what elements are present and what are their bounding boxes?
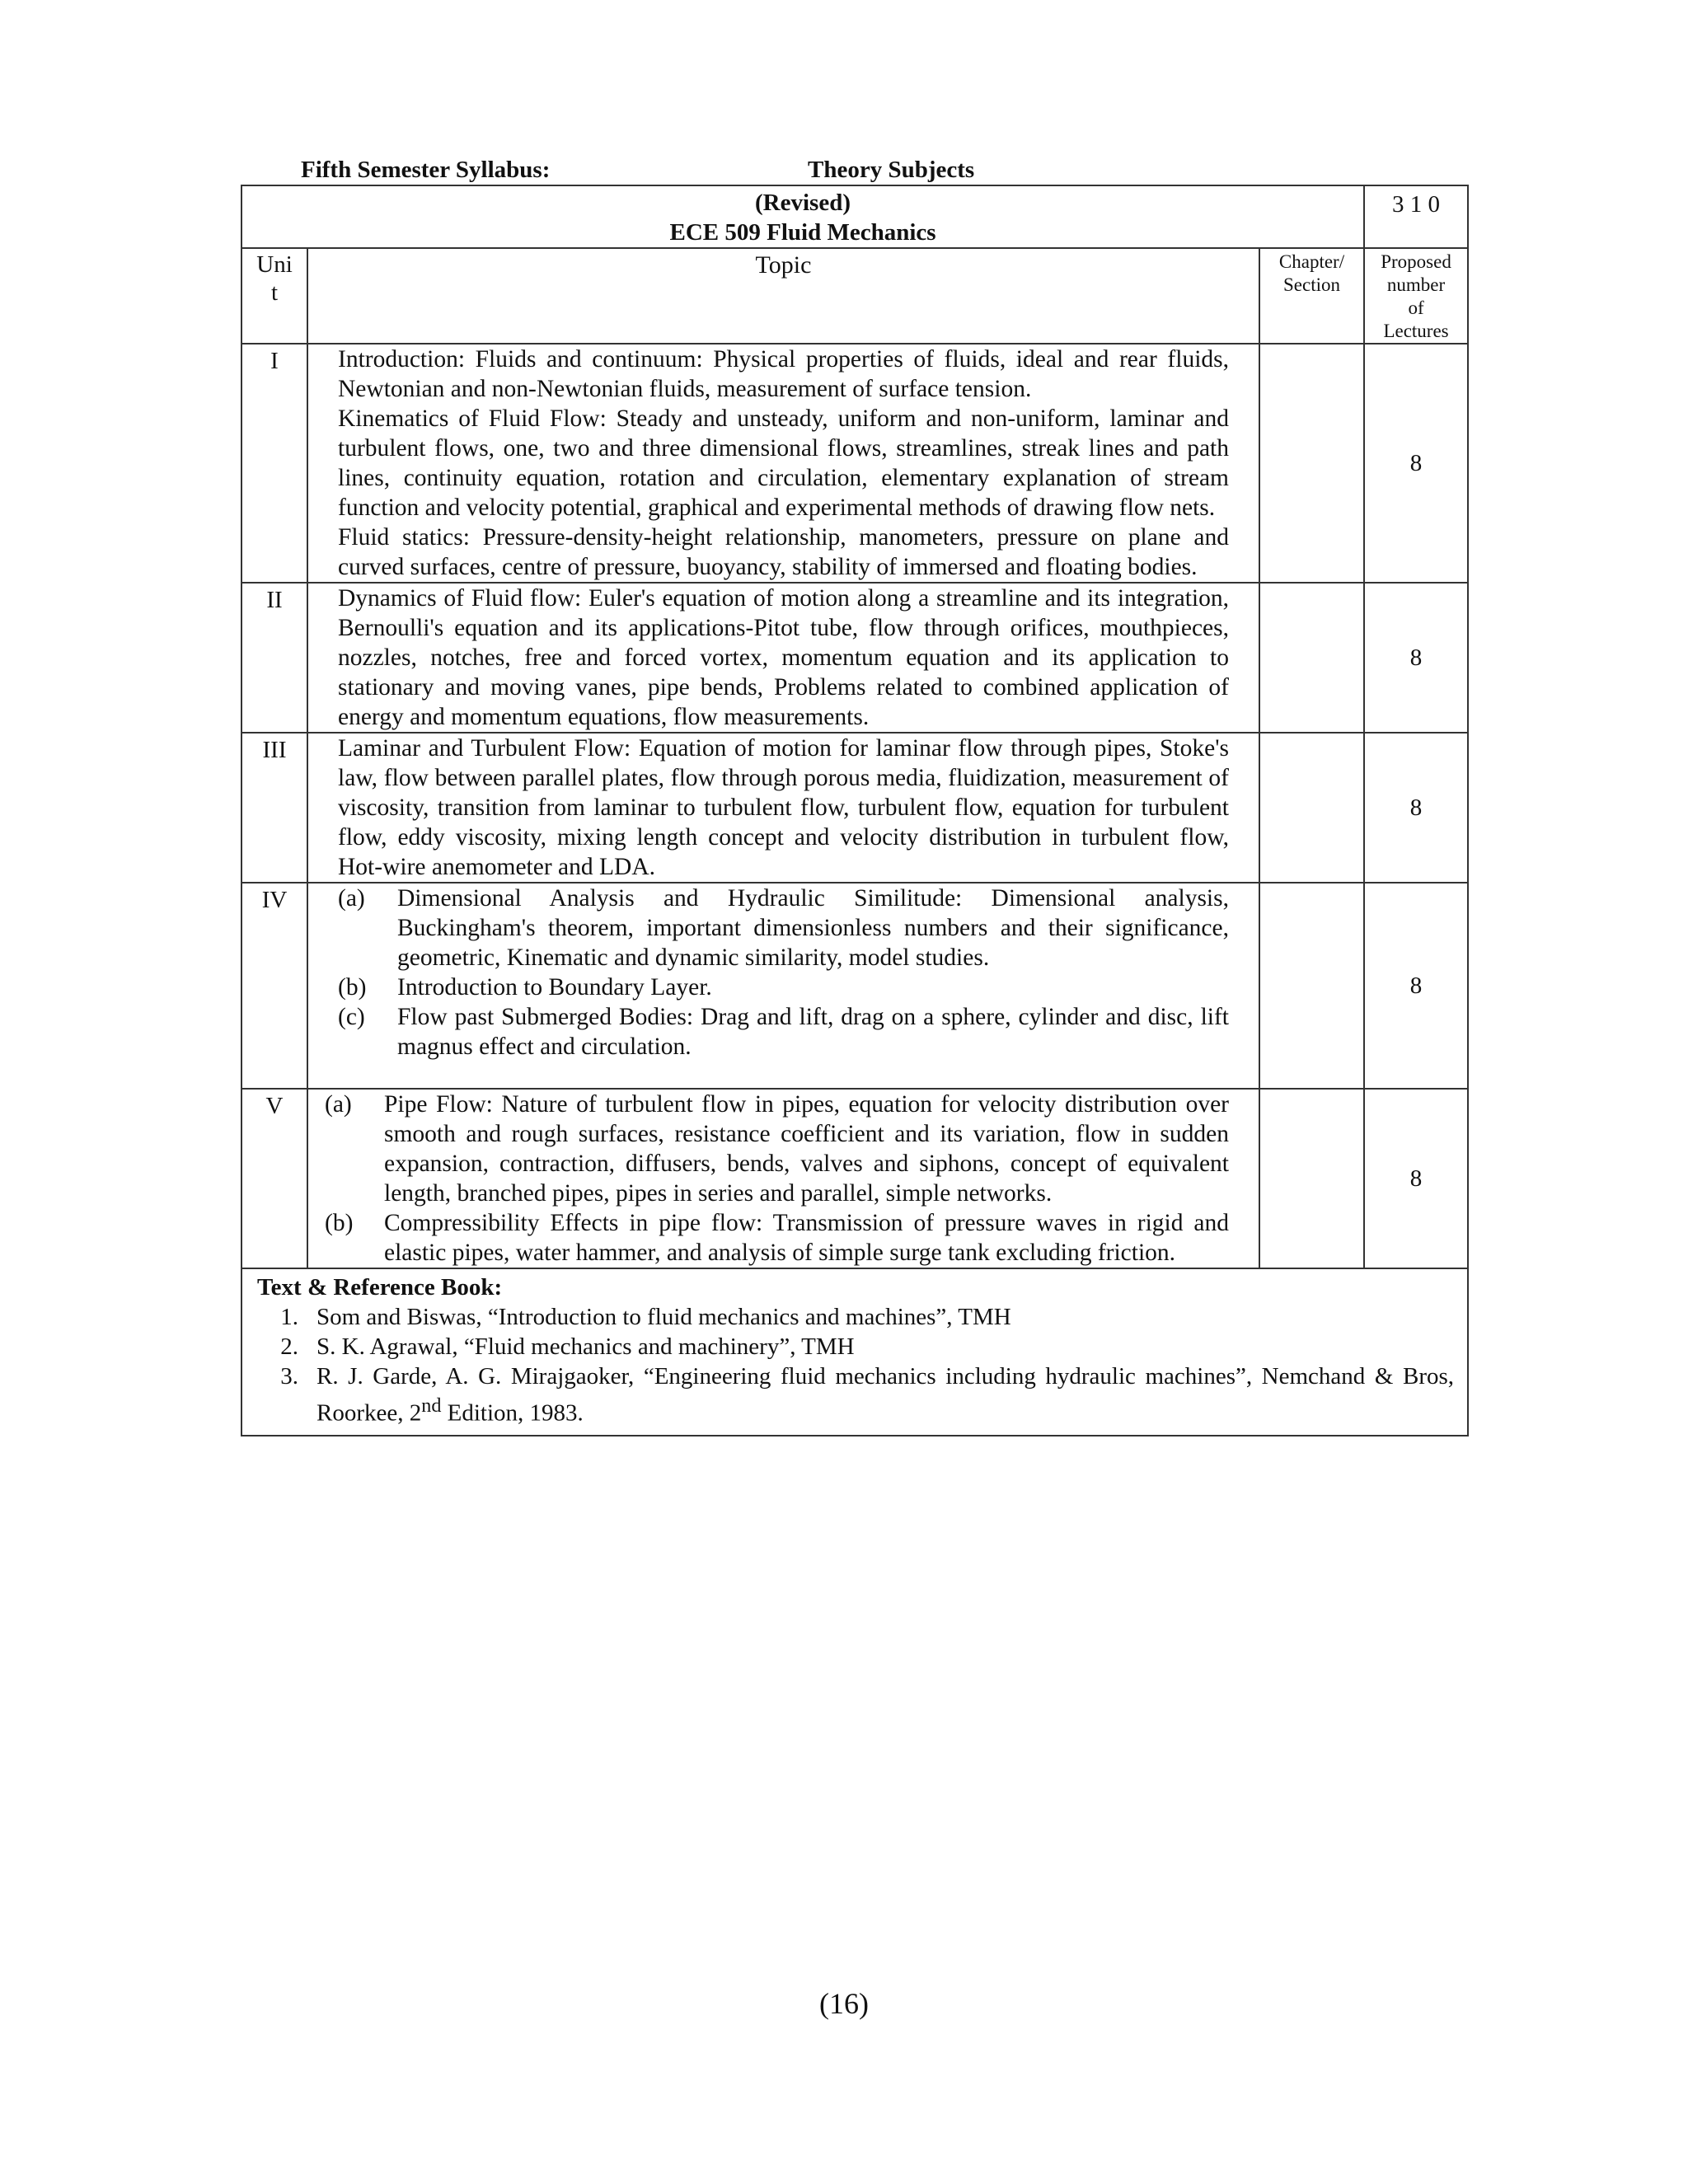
unit-header-line: Uni — [256, 251, 293, 278]
unit-column-header — [241, 248, 307, 344]
chapter-cell — [1259, 583, 1364, 733]
reference-item — [257, 1302, 1454, 1332]
lectures-count: 8 — [1364, 344, 1468, 583]
page-number: (16) — [819, 1987, 869, 2020]
ordinal-suffix: nd — [421, 1394, 442, 1417]
lectures-count: 8 — [1364, 583, 1468, 733]
unit-row — [241, 1089, 1468, 1268]
unit-number: II — [241, 583, 307, 733]
reference-text-part: Edition, 1983. — [441, 1399, 584, 1427]
reference-item — [257, 1361, 1454, 1428]
lectures-count: 8 — [1364, 733, 1468, 883]
reference-number: 3. — [280, 1363, 298, 1390]
lectures-header-line: Proposed — [1381, 251, 1451, 272]
chapter-cell — [1259, 883, 1364, 1089]
reference-text: Som and Biswas, “Introduction to fluid mechanics and machines”, TMH — [316, 1304, 1011, 1330]
chapter-cell — [1259, 1089, 1364, 1268]
subitem-marker: (a) — [325, 1091, 352, 1118]
topic-paragraph: Fluid statics: Pressure-density-height relationship, manometers, pressure on plane and curved surfaces, centre of pressure, buoyancy, stability of immersed and floating bodies. — [338, 524, 1229, 580]
credits-value: 3 1 0 — [1392, 191, 1441, 218]
topic-paragraph: Kinematics of Fluid Flow: Steady and unsteady, uniform and non-uniform, laminar and turbulent flows, one, two and three dimensional flows, streamlines, streak lines and path lines, continuity equation, rotation and circulation, elementary explanation of stream function and velocity potential, graphical and experimental methods of drawing flow nets. — [338, 405, 1229, 521]
subitem-text: Introduction to Boundary Layer. — [397, 974, 712, 1001]
topic-subitem — [325, 1090, 1229, 1208]
topic-paragraph: Laminar and Turbulent Flow: Equation of motion for laminar flow through pipes, Stoke's law, flow between parallel plates, flow through porous media, fluidization, measurement of viscosity, transition from laminar to turbulent flow, turbulent flow, equation for turbulent flow, eddy viscosity, mixing length concept and velocity distribution in turbulent flow, Hot-wire anemometer and LDA. — [338, 735, 1229, 880]
lectures-header-line: number — [1386, 274, 1446, 295]
revised-label: (Revised) — [755, 190, 851, 216]
chapter-cell — [1259, 344, 1364, 583]
topic-cell — [307, 733, 1259, 883]
chapter-column-header — [1259, 248, 1364, 344]
lectures-count: 8 — [1364, 883, 1468, 1089]
chapter-header-line: Section — [1283, 274, 1341, 295]
syllabus-table — [241, 185, 1469, 1436]
references-list — [257, 1302, 1454, 1428]
references-cell — [241, 1268, 1468, 1436]
subitem-marker: (c) — [338, 1004, 365, 1030]
topic-subitem — [338, 972, 1229, 1002]
unit-number: V — [241, 1089, 307, 1268]
topic-cell — [307, 1089, 1259, 1268]
reference-text: S. K. Agrawal, “Fluid mechanics and machinery”, TMH — [316, 1333, 855, 1360]
topic-subitem — [338, 883, 1229, 972]
unit-number: I — [241, 344, 307, 583]
unit-row — [241, 883, 1468, 1089]
reference-text-part: R. J. Garde, A. G. Mirajgaoker, “Engineering fluid mechanics including hydraulic machines”, Nemchand & Bros, Roorkee, 2 — [316, 1363, 1455, 1427]
reference-number: 2. — [280, 1333, 298, 1360]
subitem-marker: (a) — [338, 885, 365, 912]
lectures-header-line: of — [1408, 298, 1424, 318]
chapter-cell — [1259, 733, 1364, 883]
subitem-text: Dimensional Analysis and Hydraulic Similitude: Dimensional analysis, Buckingham's theorem, important dimensionless numbers and their significance, geometric, Kinematic and dynamic similarity, model studies. — [397, 885, 1229, 971]
subitem-marker: (b) — [338, 974, 367, 1001]
references-title: Text & Reference Book: — [257, 1274, 503, 1301]
topic-cell — [307, 344, 1259, 583]
topic-subitem — [325, 1208, 1229, 1268]
subitem-text: Flow past Submerged Bodies: Drag and lift, drag on a sphere, cylinder and disc, lift magnus effect and circulation. — [397, 1004, 1229, 1060]
course-title: ECE 509 Fluid Mechanics — [669, 219, 936, 246]
unit-number: III — [241, 733, 307, 883]
unit-number: IV — [241, 883, 307, 1089]
subitem-marker: (b) — [325, 1210, 354, 1236]
reference-item — [257, 1332, 1454, 1361]
topic-header-label: Topic — [755, 251, 812, 279]
semester-label: Fifth Semester Syllabus: — [301, 157, 551, 183]
topic-column-header — [307, 248, 1259, 344]
lectures-count: 8 — [1364, 1089, 1468, 1268]
chapter-header-line: Chapter/ — [1278, 251, 1345, 272]
topic-cell — [307, 883, 1259, 1089]
unit-row — [241, 344, 1468, 583]
reference-text — [316, 1361, 1454, 1428]
unit-row — [241, 733, 1468, 883]
lectures-header-line: Lectures — [1383, 321, 1449, 341]
course-title-cell — [241, 185, 1364, 248]
unit-row — [241, 583, 1468, 733]
topic-subitem — [338, 1002, 1229, 1062]
subitem-text: Compressibility Effects in pipe flow: Transmission of pressure waves in rigid and elastic pipes, water hammer, and analysis of simple surge tank excluding friction. — [384, 1210, 1229, 1266]
topic-paragraph: Dynamics of Fluid flow: Euler's equation of motion along a streamline and its integration, Bernoulli's equation and its applications-Pitot tube, flow through orifices, mouthpieces, nozzles, notches, free and forced vortex, momentum equation and its application to stationary and moving vanes, pipe bends, Problems related to combined application of energy and momentum equations, flow measurements. — [338, 585, 1229, 730]
reference-number: 1. — [280, 1304, 298, 1330]
subject-type-label: Theory Subjects — [808, 157, 975, 183]
credits-cell — [1364, 185, 1468, 248]
unit-header-line: t — [270, 279, 279, 306]
topic-cell — [307, 583, 1259, 733]
topic-paragraph: Introduction: Fluids and continuum: Physical properties of fluids, ideal and rear fluids, Newtonian and non-Newtonian fluids, measurement of surface tension. — [338, 346, 1229, 402]
lectures-column-header — [1364, 248, 1468, 344]
subitem-text: Pipe Flow: Nature of turbulent flow in pipes, equation for velocity distribution over smooth and rough surfaces, resistance coefficient and its variation, flow in sudden expansion, contraction, diffusers, bends, valves and siphons, concept of equivalent length, branched pipes, pipes in series and parallel, simple networks. — [384, 1091, 1229, 1207]
